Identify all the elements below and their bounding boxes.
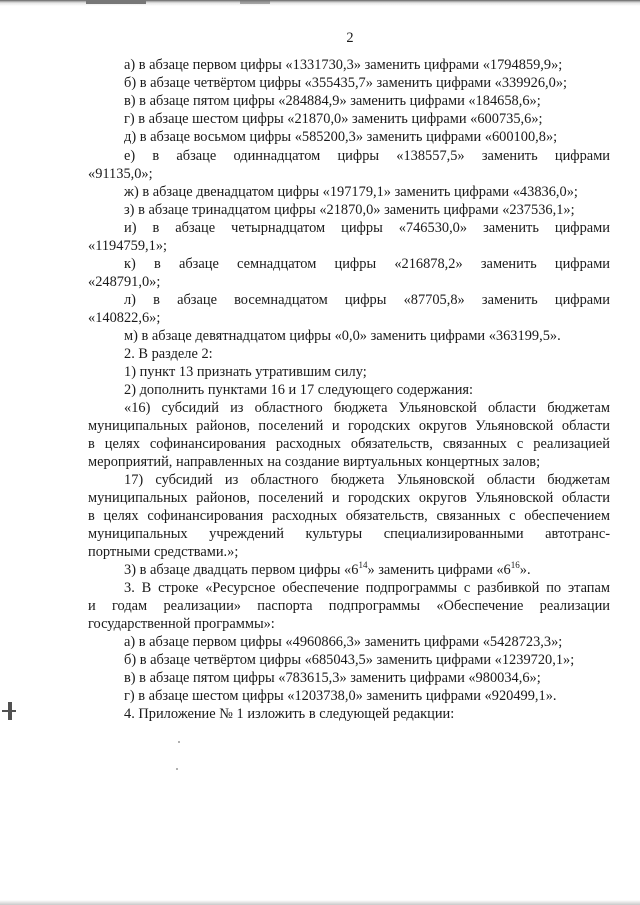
text-line: «16) субсидий из областного бюджета Ульяновской области бюджетам bbox=[124, 400, 610, 416]
text-line: б) в абзаце четвёртом цифры «685043,5» заменить цифрами «1239720,1»; bbox=[124, 652, 575, 668]
text-line: г) в абзаце шестом цифры «21870,0» заменить цифрами «600735,6»; bbox=[124, 111, 543, 127]
text-line: а) в абзаце первом цифры «1331730,3» заменить цифрами «1794859,9»; bbox=[124, 57, 563, 73]
text-line: 2) дополнить пунктами 16 и 17 следующего содержания: bbox=[124, 382, 474, 398]
text-line: з) в абзаце тринадцатом цифры «21870,0» заменить цифрами «237536,1»; bbox=[124, 202, 575, 218]
text-segment: » заменить цифрами «6 bbox=[367, 562, 511, 578]
text-segment: 3) в абзаце двадцать первом цифры «6 bbox=[124, 562, 359, 578]
text-line: «140822,6»; bbox=[88, 310, 161, 326]
text-line: муниципальных районов, поселений и городских округов Ульяновской области bbox=[88, 490, 610, 506]
text-line: муниципальных районов, поселений и городских округов Ульяновской области bbox=[88, 418, 610, 434]
text-line: и годам реализации» паспорта подпрограммы «Обеспечение реализации bbox=[88, 598, 610, 614]
text-line: м) в абзаце девятнадцатом цифры «0,0» заменить цифрами «363199,5». bbox=[124, 328, 561, 344]
text-line: к) в абзаце семнадцатом цифры «216878,2» заменить цифрами bbox=[124, 256, 610, 272]
text-line: «1194759,1»; bbox=[88, 238, 168, 254]
text-line: «248791,0»; bbox=[88, 274, 161, 290]
text-segment: ». bbox=[519, 562, 531, 578]
text-line: в целях софинансирования расходных обязательств, связанных с реализацией bbox=[88, 436, 610, 452]
page-number: 2 bbox=[346, 30, 354, 46]
text-line: в) в абзаце пятом цифры «284884,9» заменить цифрами «184658,6»; bbox=[124, 93, 541, 109]
scan-speck bbox=[178, 741, 180, 743]
scan-speck bbox=[176, 768, 178, 770]
superscript: 16 bbox=[510, 560, 520, 570]
text-line: е) в абзаце одиннадцатом цифры «138557,5» заменить цифрами bbox=[124, 148, 610, 164]
text-line: г) в абзаце шестом цифры «1203738,0» заменить цифрами «920499,1». bbox=[124, 688, 557, 704]
text-line: 4. Приложение № 1 изложить в следующей редакции: bbox=[124, 706, 455, 722]
text-line: 1) пункт 13 признать утратившим силу; bbox=[124, 364, 367, 380]
text-line: ж) в абзаце двенадцатом цифры «197179,1» заменить цифрами «43836,0»; bbox=[124, 184, 578, 200]
scan-artifact bbox=[240, 0, 270, 4]
scan-artifact bbox=[86, 0, 146, 4]
text-line: «91135,0»; bbox=[88, 166, 153, 182]
text-line: 2. В разделе 2: bbox=[124, 346, 213, 362]
text-line: портными средствами.»; bbox=[88, 544, 239, 560]
text-line: мероприятий, направленных на создание виртуальных концертных залов; bbox=[88, 454, 541, 470]
text-line: а) в абзаце первом цифры «4960866,3» заменить цифрами «5428723,3»; bbox=[124, 634, 563, 650]
text-line: л) в абзаце восемнадцатом цифры «87705,8» заменить цифрами bbox=[124, 292, 610, 308]
text-line: б) в абзаце четвёртом цифры «355435,7» заменить цифрами «339926,0»; bbox=[124, 75, 568, 91]
superscript: 14 bbox=[358, 560, 368, 570]
text-line: в) в абзаце пятом цифры «783615,3» заменить цифрами «980034,6»; bbox=[124, 670, 541, 686]
text-line: 3. В строке «Ресурсное обеспечение подпрограммы с разбивкой по этапам bbox=[124, 580, 610, 596]
text-line: 17) субсидий из областного бюджета Ульяновской области бюджетам bbox=[124, 472, 610, 488]
binding-mark bbox=[8, 702, 12, 720]
text-line: в целях софинансирования расходных обязательств, связанных с обеспечением bbox=[88, 508, 610, 524]
text-line: и) в абзаце четырнадцатом цифры «746530,0» заменить цифрами bbox=[124, 220, 610, 236]
text-line-superscript bbox=[124, 561, 531, 579]
text-line: государственной программы»: bbox=[88, 616, 275, 632]
scan-edge-bottom bbox=[0, 900, 640, 905]
text-line: д) в абзаце восьмом цифры «585200,3» заменить цифрами «600100,8»; bbox=[124, 129, 558, 145]
text-line: муниципальных учреждений культуры специализированными автотранс- bbox=[88, 526, 610, 542]
